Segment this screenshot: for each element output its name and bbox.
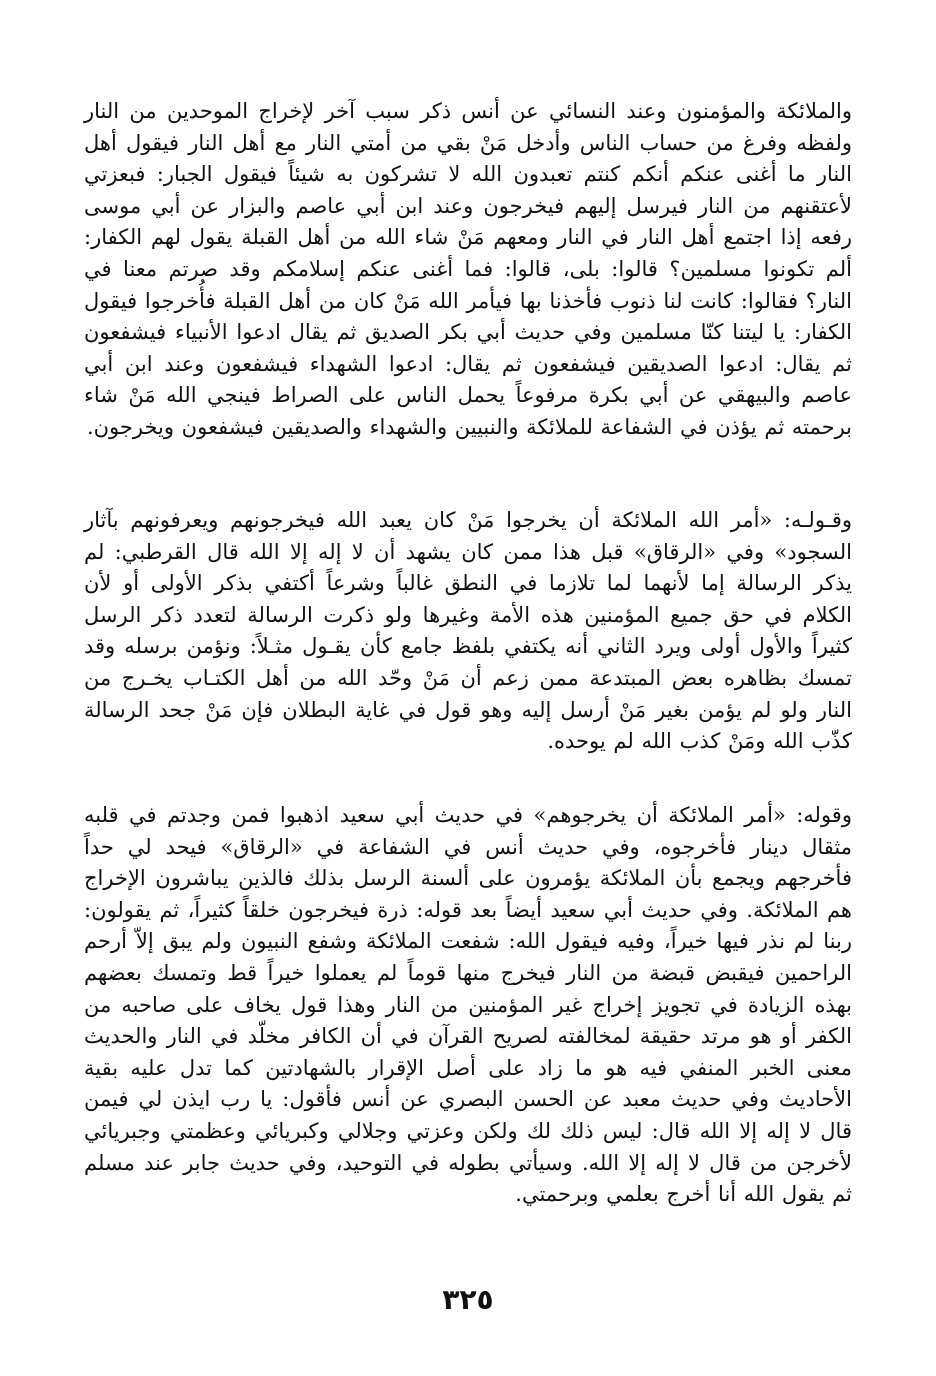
paragraph-1: والملائكة والمؤمنون وعند النسائي عن أنس ذكر سبب آخر لإخراج الموحدين من النار ولفظه وفرغ من حساب الناس وأدخل مَنْ بقي من أمتي النار مع أهل النار فيقول أهل النار ما أغنى عنكم أنكم كنتم تعبدون الله لا تشركون به شيئاً فيقول الجبار: فبعزتي لأعتقنهم من النار فيرسل إليهم فيخرجون وعند ابن أبي عاصم والبزار عن أبي موسى رفعه إذا اجتمع أهل النار في النار ومعهم مَنْ شاء الله من أهل القبلة يقول لهم الكفار: ألم تكونوا مسلمين؟ قالوا: بلى، قالوا: فما أغنى عنكم إسلامكم وقد صرتم معنا في النار؟ فقالوا: كانت لنا ذنوب فأخذنا بها فيأمر الله مَنْ كان من أهل القبلة فأُخرجوا فيقول الكفار: يا ليتنا كنّا مسلمين وفي حديث أبي بكر الصديق ثم يقال ادعوا الأنبياء فيشفعون ثم يقال: ادعوا الصديقين فيشفعون ثم يقال: ادعوا الشهداء فيشفعون وعند ابن أبي عاصم والبيهقي عن أبي بكرة مرفوعاً يحمل الناس على الصراط فينجي الله مَنْ شاء برحمته ثم يؤذن في الشفاعة للملائكة والنبيين والشهداء والصديقين فيشفعون ويخرجون. xyxy=(84,99,852,439)
paragraph-2: وقـولـه: «أمر الله الملائكة أن يخرجوا مَنْ كان يعبد الله فيخرجونهم ويعرفونهم بآثار السجود» وفي «الرقاق» قبل هذا ممن كان يشهد أن لا إله إلا الله قال القرطبي: لم يذكر الرسالة إما لأنهما لما تلازما في النطق غالباً وشرعاً أكتفي بذكر الأولى أو لأن الكلام في حق جميع المؤمنين هذه الأمة وغيرها ولو ذكرت الرسالة لتعدد ذكر الرسل كثيراً والأول أولى ويرد الثاني أنه يكتفي بلفظ جامع كأن يقـول مثـلاً: ونؤمن برسله وقد تمسك بظاهره بعض المبتدعة ممن زعم أن مَنْ وحّد الله من أهل الكتـاب يخـرج من النار ولو لم يؤمن بغير مَنْ أرسل إليه وهو قول في غاية البطلان فإن مَنْ جحد الرسالة كذّب الله ومَنْ كذب الله لم يوحده. xyxy=(84,508,852,754)
page-number: ٣٢٥ xyxy=(442,1283,494,1316)
paragraph-3: وقوله: «أمر الملائكة أن يخرجوهم» في حديث أبي سعيد اذهبوا فمن وجدتم في قلبه مثقال دينار فأخرجوه، وفي حديث أنس في الشفاعة في «الرقاق» فيحد لي حداً فأخرجهم ويجمع بأن الملائكة يؤمرون على ألسنة الرسل بذلك فالذين يباشرون الإخراج هم الملائكة. وفي حديث أبي سعيد أيضاً بعد قوله: ذرة فيخرجون خلقاً كثيراً، ثم يقولون: ربنا لم نذر فيها خيراً، وفيه فيقول الله: شفعت الملائكة وشفع النبيون ولم يبق إلاّ أرحم الراحمين فيقبض قبضة من النار فيخرج منها قوماً لم يعملوا خيراً قط وتمسك بعضهم بهذه الزيادة في تجويز إخراج غير المؤمنين من النار وهذا قول يخاف على صاحبه من الكفر أو هو مرتد حقيقة لمخالفته لصريح القرآن في أن الكافر مخلّد في النار والحديث معنى الخبر المنفي فيه هو ما زاد على أصل الإقرار بالشهادتين كما تدل عليه بقية الأحاديث وفي حديث معبد عن الحسن البصري عن أنس فأقول: يا رب ايذن لي فيمن قال لا إله إلا الله قال: ليس ذلك لك ولكن وعزتي وجلالي وكبريائي وعظمتي وجبريائي لأخرجن من قال لا إله إلا الله. وسيأتي بطوله في التوحيد، وفي حديث جابر عند مسلم ثم يقول الله أنا أخرج بعلمي وبرحمتي. xyxy=(84,803,852,1207)
